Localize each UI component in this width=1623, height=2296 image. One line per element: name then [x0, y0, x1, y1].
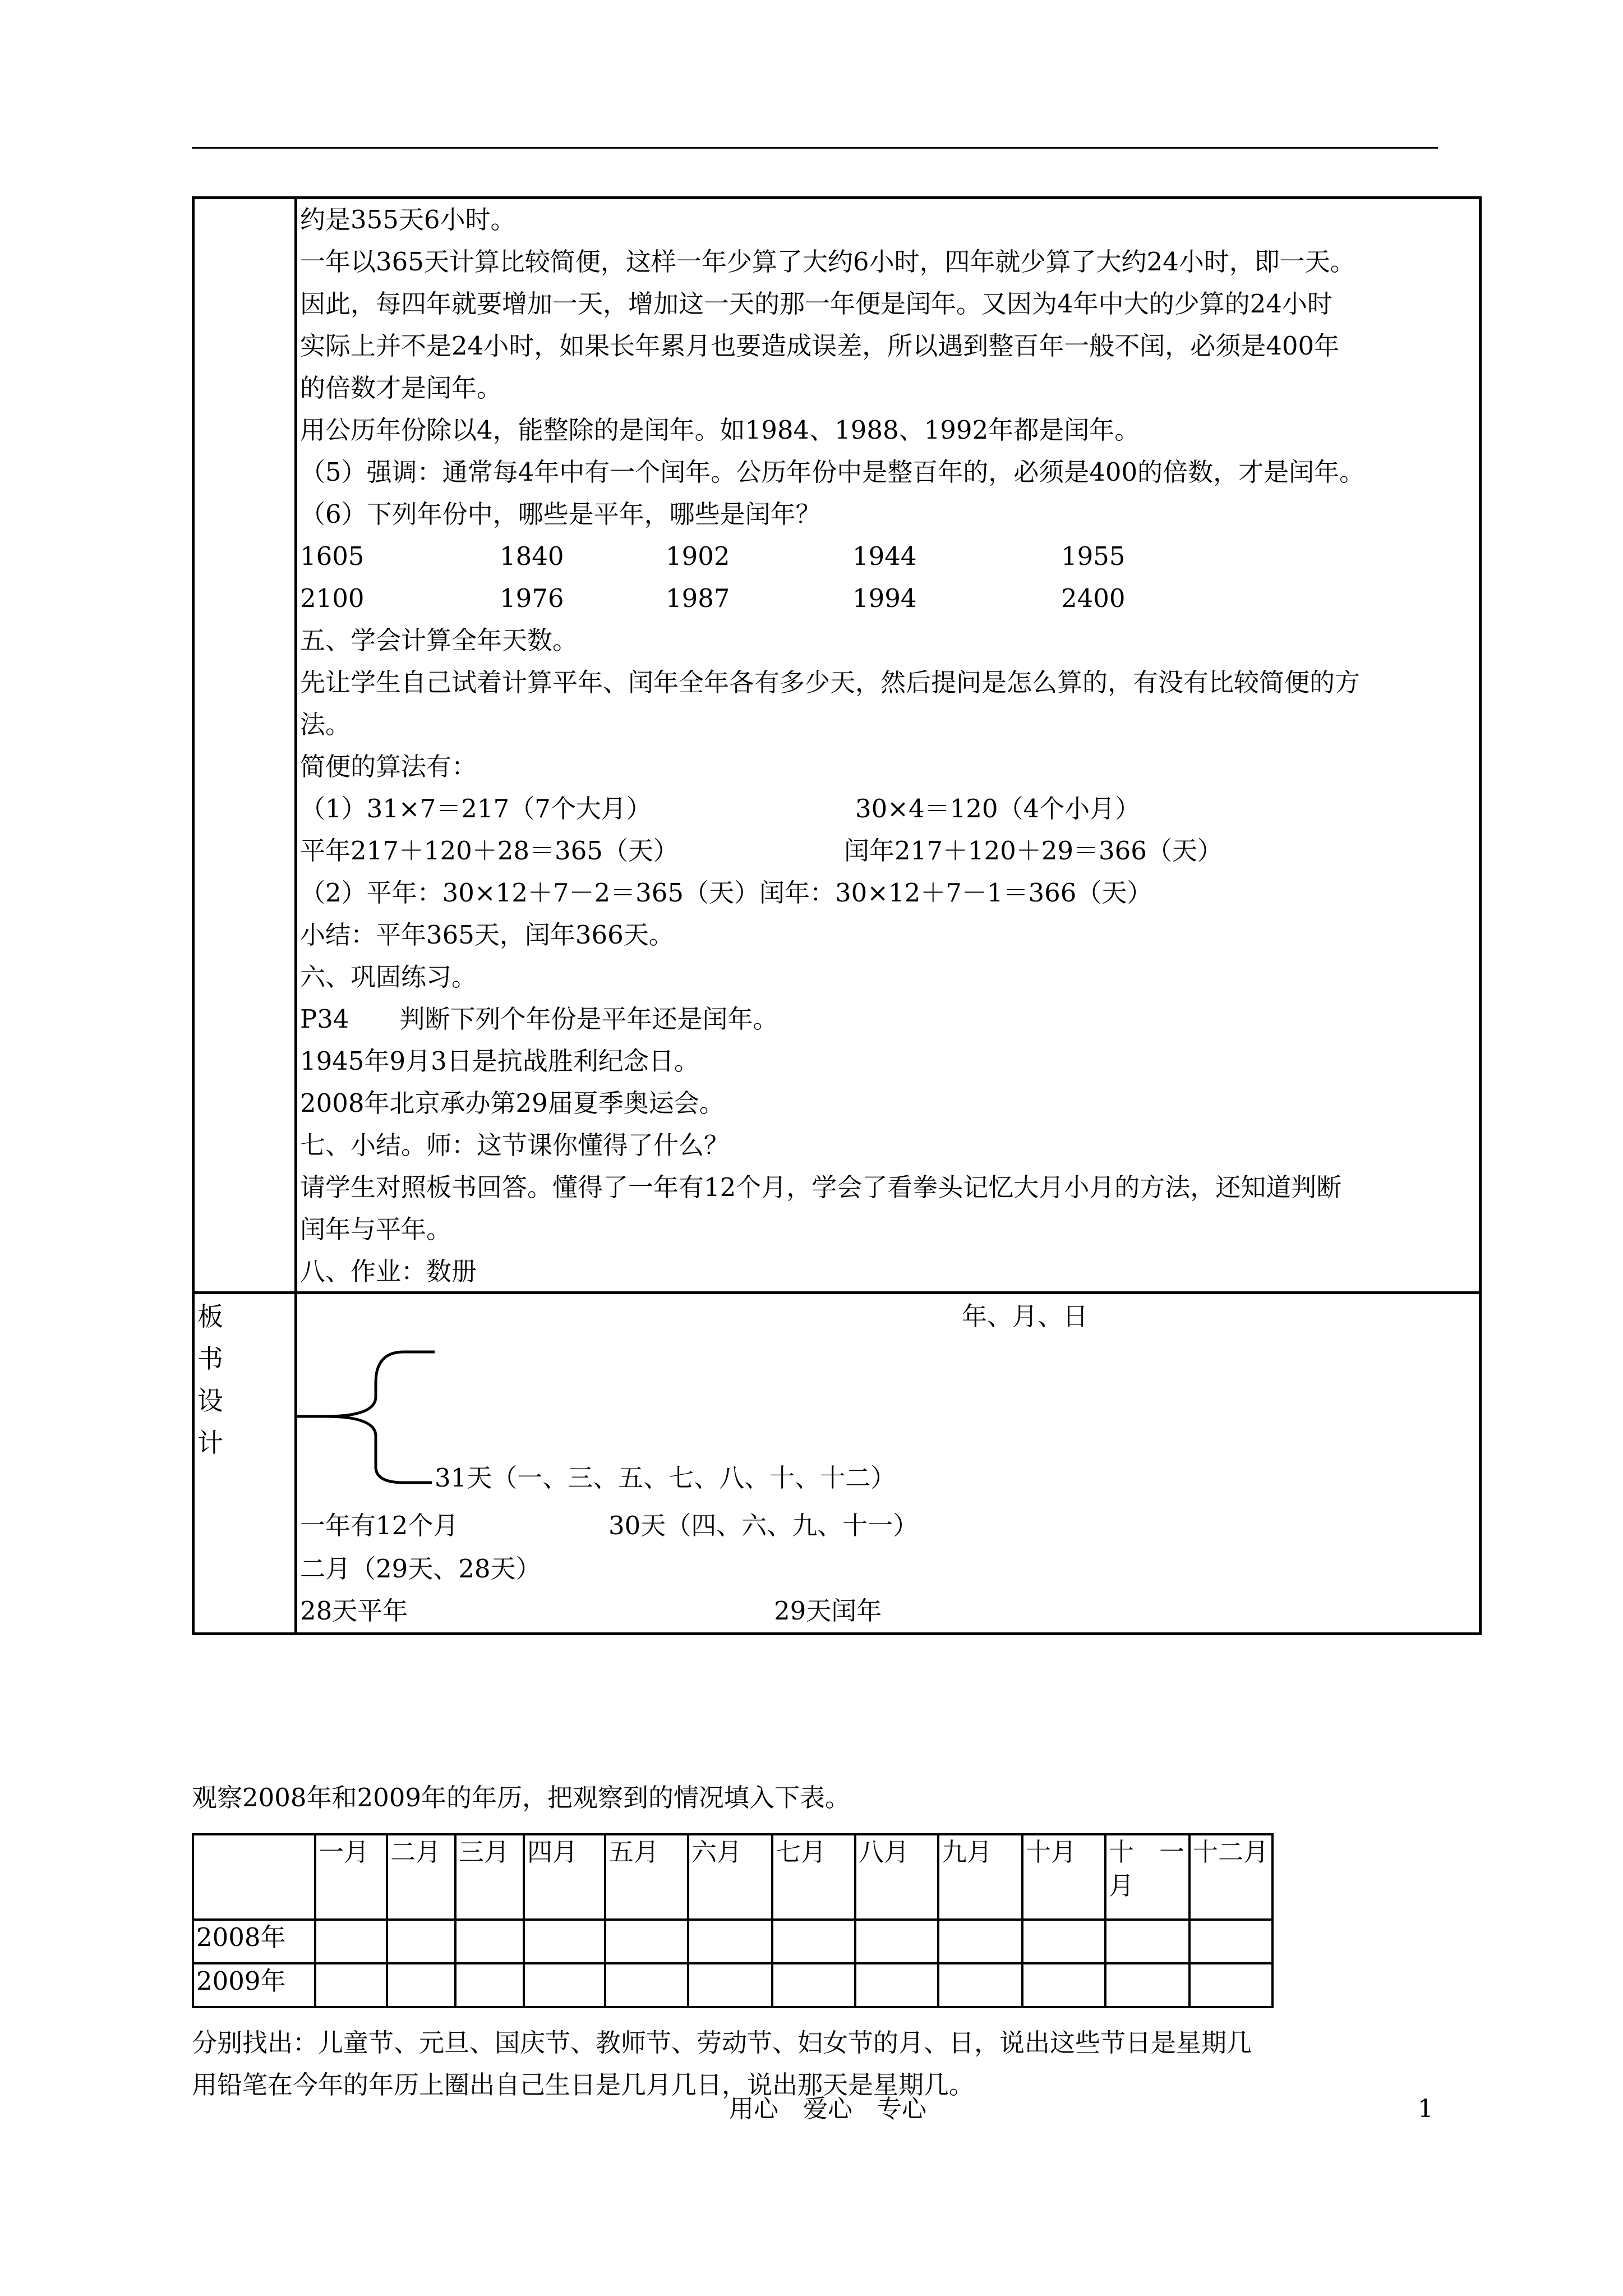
table-cell[interactable]	[1105, 1963, 1189, 2007]
calc-line: （2）平年：30×12＋7－2＝365（天）闰年：30×12＋7－1＝366（天）	[300, 878, 1152, 908]
board-big-months: 31天（一、三、五、七、八、十、十二）	[435, 1463, 896, 1493]
section-heading: 六、巩固练习。	[300, 962, 477, 992]
table-cell[interactable]	[1022, 1963, 1105, 2007]
table-cell[interactable]	[315, 1920, 387, 1963]
table-cell[interactable]	[938, 1920, 1022, 1963]
table-row-divider	[192, 1291, 1482, 1294]
lesson-line: 用公历年份除以4，能整除的是闰年。如1984、1988、1992年都是闰年。	[300, 415, 1140, 445]
page-number: 1	[1418, 2095, 1433, 2123]
year-value: 1955	[1061, 541, 1126, 571]
lesson-line: 请学生对照板书回答。懂得了一年有12个月，学会了看拳头记忆大月小月的方法，还知道判断	[300, 1172, 1342, 1202]
lesson-line: （5）强调：通常每4年中有一个闰年。公历年份中是整百年的，必须是400的倍数，才是闰年。	[300, 457, 1365, 487]
table-cell[interactable]	[455, 1920, 524, 1963]
header-cell: 四月	[524, 1834, 605, 1920]
section-heading: 八、作业：数册	[300, 1257, 477, 1286]
lesson-line: 实际上并不是24小时，如果长年累月也要造成误差，所以遇到整百年一般不闰，必须是400年	[300, 331, 1340, 361]
header-cell: 十月	[1022, 1834, 1105, 1920]
board-common-year: 28天平年	[300, 1596, 408, 1626]
header-cell: 六月	[688, 1834, 772, 1920]
header-cell: 七月	[772, 1834, 855, 1920]
table-cell[interactable]	[772, 1963, 855, 2007]
board-design-label-char: 设	[197, 1386, 223, 1416]
section-heading: 七、小结。师：这节课你懂得了什么？	[300, 1130, 730, 1160]
table-cell[interactable]	[1022, 1920, 1105, 1963]
calc-line: 平年217＋120＋28＝365（天）	[300, 836, 679, 866]
table-cell[interactable]	[605, 1920, 688, 1963]
lesson-line: 2008年北京承办第29届夏季奥运会。	[300, 1088, 725, 1118]
lesson-line: 约是355天6小时。	[300, 205, 516, 234]
header-cell: 十二月	[1189, 1834, 1272, 1920]
header-rule	[192, 147, 1438, 149]
table-cell[interactable]	[315, 1963, 387, 2007]
lesson-line: 1945年9月3日是抗战胜利纪念日。	[300, 1046, 699, 1076]
brace-icon	[297, 1343, 449, 1495]
header-cell: 五月	[605, 1834, 688, 1920]
table-cell[interactable]	[688, 1920, 772, 1963]
board-title: 年、月、日	[962, 1301, 1089, 1331]
table-cell[interactable]	[387, 1920, 455, 1963]
year-value: 1605	[300, 541, 365, 571]
table-cell[interactable]	[524, 1920, 605, 1963]
calendar-observation-table	[192, 1833, 1274, 2008]
calc-line: 30×4＝120（4个小月）	[855, 794, 1141, 823]
header-cell: 九月	[938, 1834, 1022, 1920]
header-cell: 一月	[315, 1834, 387, 1920]
table-cell[interactable]	[1189, 1963, 1272, 2007]
calendar-intro: 观察2008年和2009年的年历，把观察到的情况填入下表。	[192, 1783, 851, 1812]
year-value: 2400	[1061, 583, 1126, 613]
table-row	[193, 1963, 1272, 2007]
header-cell	[193, 1834, 315, 1920]
board-february: 二月（29天、28天）	[300, 1554, 541, 1584]
board-twelve-months: 一年有12个月	[300, 1511, 459, 1540]
year-value: 1976	[500, 583, 564, 613]
instruction-line: 分别找出：儿童节、元旦、国庆节、教师节、劳动节、妇女节的月、日，说出这些节日是星期几	[192, 2028, 1252, 2058]
header-cell: 二月	[387, 1834, 455, 1920]
lesson-line: 先让学生自己试着计算平年、闰年全年各有多少天，然后提问是怎么算的，有没有比较简便的方	[300, 668, 1361, 697]
table-cell[interactable]	[455, 1963, 524, 2007]
table-header-row	[193, 1834, 1272, 1920]
board-small-months: 30天（四、六、九、十一）	[608, 1511, 919, 1540]
header-cell: 三月	[455, 1834, 524, 1920]
board-design-label-char: 书	[197, 1343, 223, 1374]
table-cell[interactable]	[524, 1963, 605, 2007]
lesson-line: 一年以365天计算比较简便，这样一年少算了大约6小时，四年就少算了大约24小时，即一天。	[300, 247, 1355, 277]
table-row	[193, 1920, 1272, 1963]
year-value: 1840	[500, 541, 564, 571]
table-cell[interactable]	[688, 1963, 772, 2007]
lesson-line: 简便的算法有：	[300, 752, 477, 781]
table-cell[interactable]	[1189, 1920, 1272, 1963]
lesson-line: 闰年与平年。	[300, 1214, 452, 1244]
lesson-line: 的倍数才是闰年。	[300, 373, 502, 403]
calc-line: 闰年217＋120＋29＝366（天）	[844, 836, 1223, 866]
row-label: 2009年	[193, 1963, 315, 2007]
lesson-line: （6）下列年份中，哪些是平年，哪些是闰年？	[300, 499, 821, 529]
table-cell[interactable]	[387, 1963, 455, 2007]
board-design-label-char: 板	[197, 1301, 223, 1332]
table-cell[interactable]	[855, 1963, 938, 2007]
year-value: 1902	[666, 541, 730, 571]
table-cell[interactable]	[772, 1920, 855, 1963]
table-cell[interactable]	[605, 1963, 688, 2007]
summary-line: 小结：平年365天，闰年366天。	[300, 920, 674, 950]
header-cell: 八月	[855, 1834, 938, 1920]
board-design-label-char: 计	[197, 1428, 223, 1458]
year-value: 1994	[852, 583, 917, 613]
row-label: 2008年	[193, 1920, 315, 1963]
calc-line: （1）31×7＝217（7个大月）	[300, 794, 652, 823]
lesson-line: 因此，每四年就要增加一天，增加这一天的那一年便是闰年。又因为4年中大的少算的24小时	[300, 289, 1332, 319]
year-value: 2100	[300, 583, 365, 613]
year-value: 1987	[666, 583, 730, 613]
year-value: 1944	[852, 541, 917, 571]
section-heading: 五、学会计算全年天数。	[300, 625, 578, 655]
footer-motto: 用心 爱心 专心	[729, 2095, 926, 2123]
instruction-line: 用铅笔在今年的年历上圈出自己生日是几月几日，说出那天是星期几。	[192, 2070, 975, 2100]
lesson-line: P34 判断下列个年份是平年还是闰年。	[300, 1004, 778, 1034]
header-cell: 十 一月	[1105, 1834, 1189, 1920]
lesson-line: 法。	[300, 710, 351, 739]
table-cell[interactable]	[1105, 1920, 1189, 1963]
board-leap-year: 29天闰年	[774, 1596, 882, 1626]
table-cell[interactable]	[938, 1963, 1022, 2007]
table-cell[interactable]	[855, 1920, 938, 1963]
